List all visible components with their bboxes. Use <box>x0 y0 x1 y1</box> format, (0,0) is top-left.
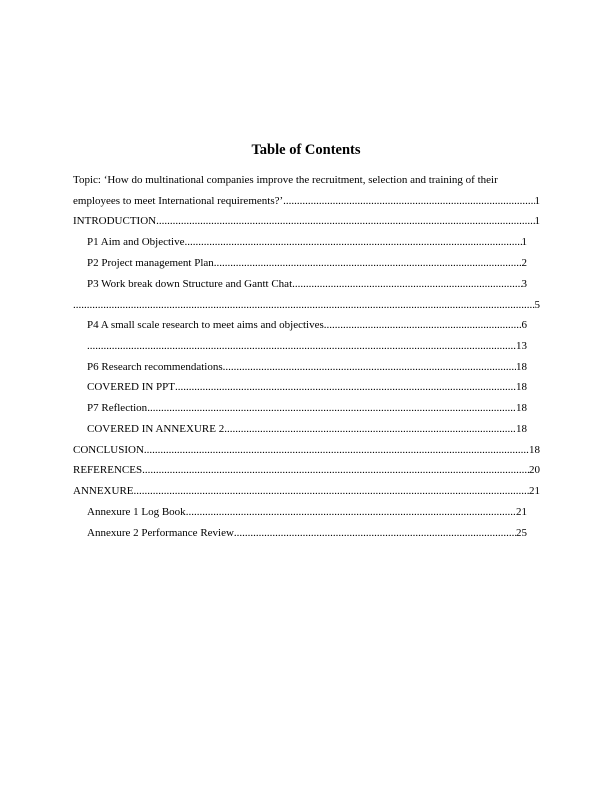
toc-entry-label: P1 Aim and Objective <box>87 236 185 248</box>
toc-entry-page: 1 <box>534 195 540 207</box>
toc-leader-dots <box>283 194 534 208</box>
toc-leader-dots <box>186 505 516 519</box>
toc-leader-dots <box>87 339 516 353</box>
toc-entry-label: COVERED IN ANNEXURE 2 <box>87 423 225 435</box>
toc-entry-page: 1 <box>521 236 527 248</box>
toc-entry-blank-13[interactable] <box>87 339 527 353</box>
toc-entry-p2[interactable] <box>87 256 527 270</box>
toc-entry-conclusion[interactable] <box>73 443 540 457</box>
toc-entry-page: 3 <box>521 278 527 290</box>
toc-entry-label: P6 Research recommendations <box>87 361 223 373</box>
toc-leader-dots <box>147 401 516 415</box>
toc-entry-p1[interactable] <box>87 235 527 249</box>
toc-leader-dots <box>224 422 516 436</box>
toc-entry-label: ANNEXURE <box>73 485 134 497</box>
toc-entry-blank-5[interactable] <box>73 298 540 312</box>
toc-leader-dots <box>142 463 529 477</box>
toc-entry-page: 18 <box>516 361 527 373</box>
toc-entry-label: employees to meet International requirements?’ <box>73 195 284 207</box>
toc-entry-page: 18 <box>516 402 527 414</box>
toc-topic-line: Topic: ‘How do multinational companies improve the recruitment, selection and training of their <box>73 174 498 186</box>
toc-entry-page: 1 <box>534 215 540 227</box>
toc-entry-label: COVERED IN PPT <box>87 381 176 393</box>
toc-leader-dots <box>175 380 516 394</box>
toc-entry-annexure-1[interactable] <box>87 505 527 519</box>
toc-entry-page: 18 <box>516 423 527 435</box>
toc-entry-page: 18 <box>516 381 527 393</box>
toc-leader-dots <box>156 214 534 228</box>
toc-entry-covered-annexure[interactable] <box>87 422 527 436</box>
toc-leader-dots <box>234 526 516 540</box>
toc-entry-annexure-2[interactable] <box>87 526 527 540</box>
toc-title: Table of Contents <box>251 142 361 158</box>
toc-leader-dots <box>144 443 529 457</box>
toc-entry-label: P7 Reflection <box>87 402 148 414</box>
toc-entry-introduction[interactable] <box>73 214 540 228</box>
toc-entry-label: REFERENCES <box>73 464 143 476</box>
toc-leader-dots <box>223 360 516 374</box>
toc-entry-page: 2 <box>521 257 527 269</box>
toc-entry-label: P4 A small scale research to meet aims and objectives <box>87 319 324 331</box>
toc-entry-label: Annexure 2 Performance Review <box>87 527 234 539</box>
toc-leader-dots <box>292 277 521 291</box>
toc-entry-p6[interactable] <box>87 360 527 374</box>
toc-entry-p3[interactable] <box>87 277 527 291</box>
toc-entry-page: 21 <box>516 506 527 518</box>
toc-entry-page: 20 <box>529 464 540 476</box>
toc-leader-dots <box>73 298 535 312</box>
toc-entry-topic[interactable] <box>73 194 540 208</box>
toc-entry-references[interactable] <box>73 463 540 477</box>
toc-entry-page: 13 <box>516 340 527 352</box>
toc-entry-page: 21 <box>529 485 540 497</box>
toc-leader-dots <box>324 318 522 332</box>
toc-entry-covered-ppt[interactable] <box>87 380 527 394</box>
toc-leader-dots <box>214 256 522 270</box>
toc-entry-label: CONCLUSION <box>73 444 144 456</box>
toc-entry-annexure[interactable] <box>73 484 540 498</box>
toc-entry-label: P2 Project management Plan <box>87 257 214 269</box>
toc-leader-dots <box>184 235 521 249</box>
toc-entry-p7[interactable] <box>87 401 527 415</box>
toc-entry-page: 18 <box>529 444 540 456</box>
toc-entry-page: 6 <box>521 319 527 331</box>
toc-entry-page: 25 <box>516 527 527 539</box>
toc-entry-label: P3 Work break down Structure and Gantt Chat <box>87 278 293 290</box>
toc-leader-dots <box>134 484 530 498</box>
toc-entry-p4[interactable] <box>87 318 527 332</box>
toc-entry-label: INTRODUCTION <box>73 215 157 227</box>
toc-entry-label: Annexure 1 Log Book <box>87 506 186 518</box>
toc-entry-page: 5 <box>534 299 540 311</box>
